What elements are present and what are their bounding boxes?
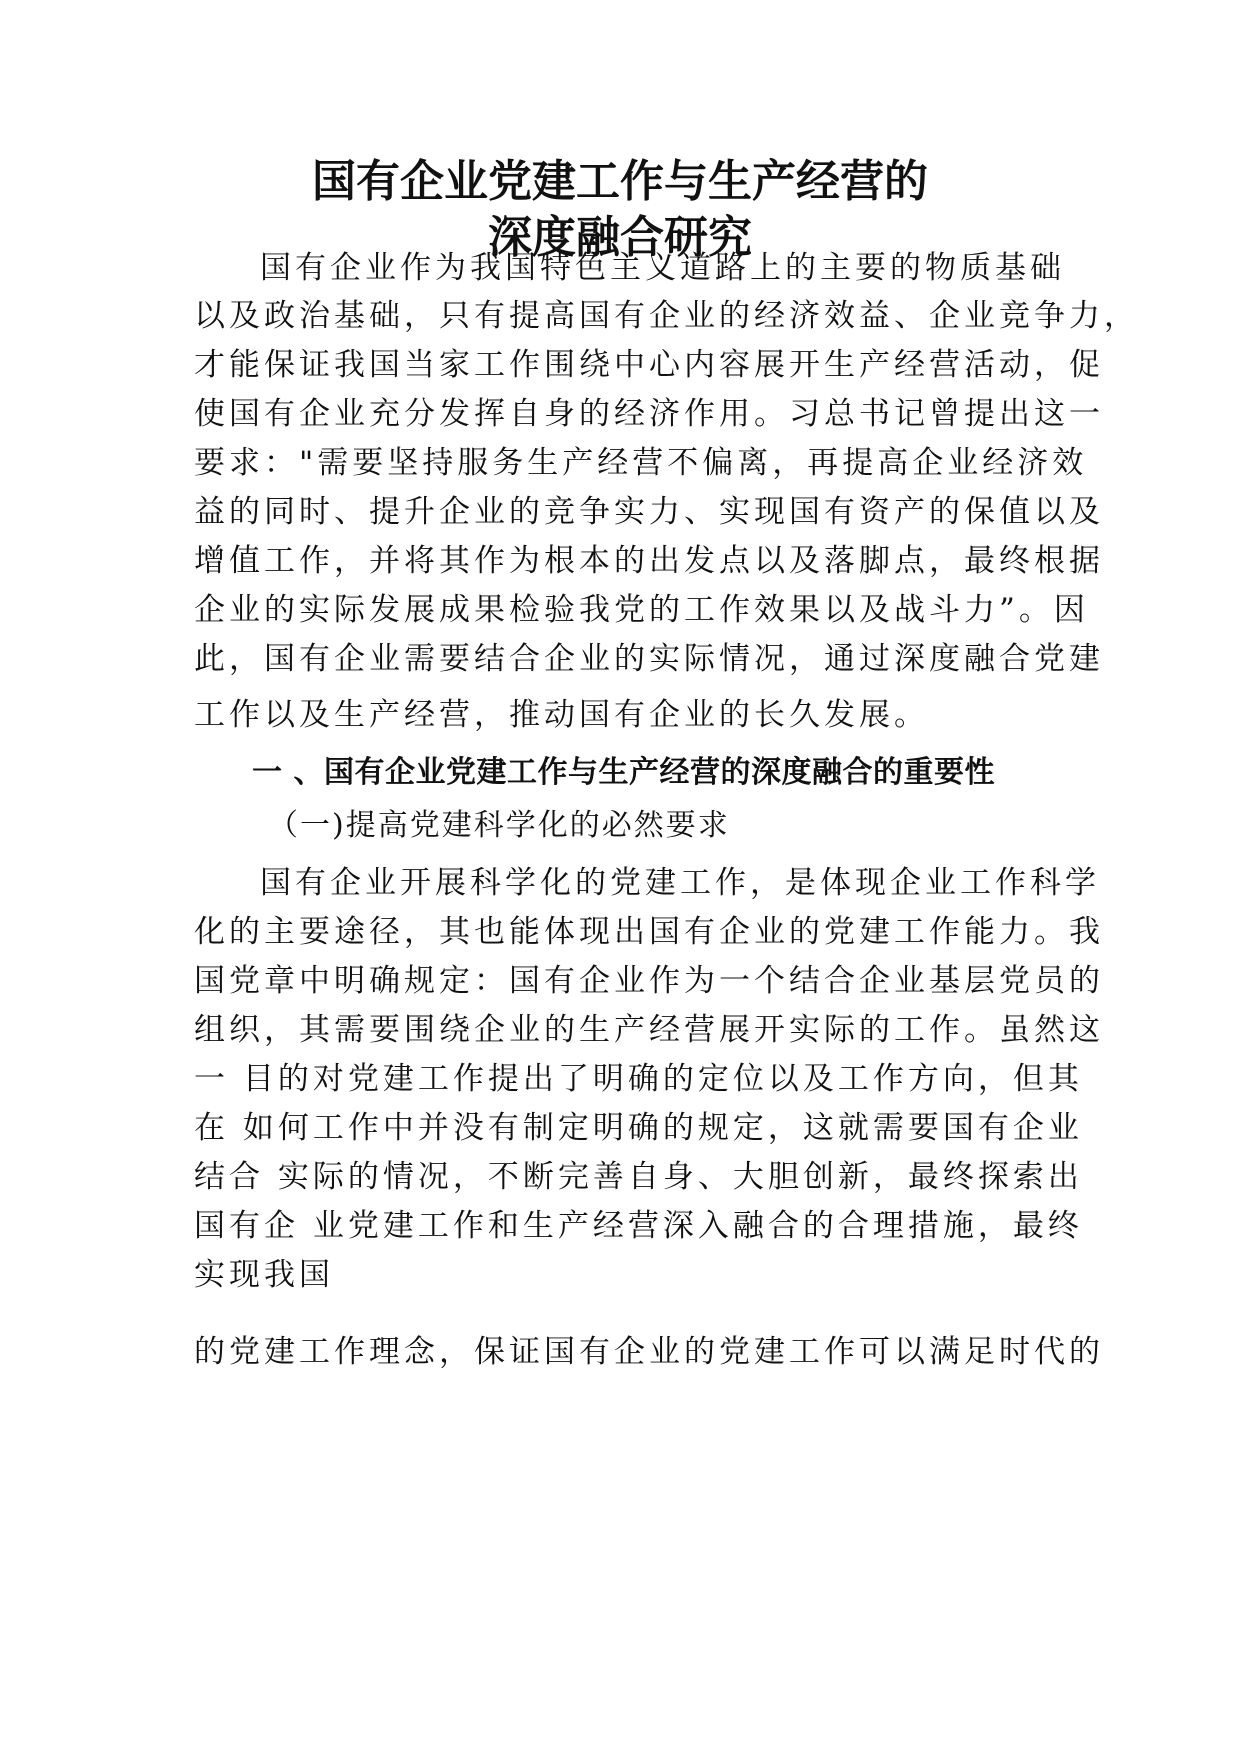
document-title-line-2: 深度融合研究	[488, 212, 752, 263]
document-title-line-1: 国有企业党建工作与生产经营的	[312, 156, 928, 207]
intro-line: 企业的实际发展成果检验我党的工作效果以及战斗力”。因	[194, 592, 1089, 628]
intro-line: 增值工作，并将其作为根本的出发点以及落脚点，最终根据	[194, 543, 1104, 579]
intro-line: 才能保证我国当家工作围绕中心内容展开生产经营活动，促	[194, 347, 1104, 383]
body-line: 化的主要途径，其也能体现出国有企业的党建工作能力。我	[194, 914, 1104, 950]
intro-line: 使国有企业充分发挥自身的经济作用。习总书记曾提出这一	[194, 396, 1104, 432]
body-line: 一 目的对党建工作提出了明确的定位以及工作方向，但其	[194, 1061, 1083, 1097]
body-line: 国有企 业党建工作和生产经营深入融合的合理措施，最终	[194, 1208, 1083, 1244]
body-line: 组织，其需要围绕企业的生产经营展开实际的工作。虽然这	[194, 1012, 1104, 1048]
body-line: 在 如何工作中并没有制定明确的规定，这就需要国有企业	[194, 1110, 1083, 1146]
body-line: 实现我国	[194, 1257, 334, 1293]
body-line: 的党建工作理念，保证国有企业的党建工作可以满足时代的	[194, 1334, 1104, 1370]
intro-line: 益的同时、提升企业的竞争实力、实现国有资产的保值以及	[194, 494, 1104, 530]
intro-line: 国有企业作为我国特色主义道路上的主要的物质基础	[260, 250, 1065, 286]
intro-line: 要求："需要坚持服务生产经营不偏离，再提高企业经济效	[194, 445, 1088, 481]
section-heading: 一 、国有企业党建工作与生产经营的深度融合的重要性	[252, 755, 995, 790]
intro-line: 工作以及生产经营，推动国有企业的长久发展。	[194, 697, 929, 733]
body-line: 结合 实际的情况，不断完善自身、大胆创新，最终探索出	[194, 1159, 1083, 1195]
intro-line: 以及政治基础，只有提高国有企业的经济效益、企业竞争力，	[194, 298, 1139, 334]
body-line: 国党章中明确规定：国有企业作为一个结合企业基层党员的	[194, 963, 1104, 999]
subsection-heading: （一)提高党建科学化的必然要求	[268, 808, 730, 843]
body-line: 国有企业开展科学化的党建工作，是体现企业工作科学	[260, 865, 1100, 901]
intro-line: 此，国有企业需要结合企业的实际情况，通过深度融合党建	[194, 641, 1104, 677]
